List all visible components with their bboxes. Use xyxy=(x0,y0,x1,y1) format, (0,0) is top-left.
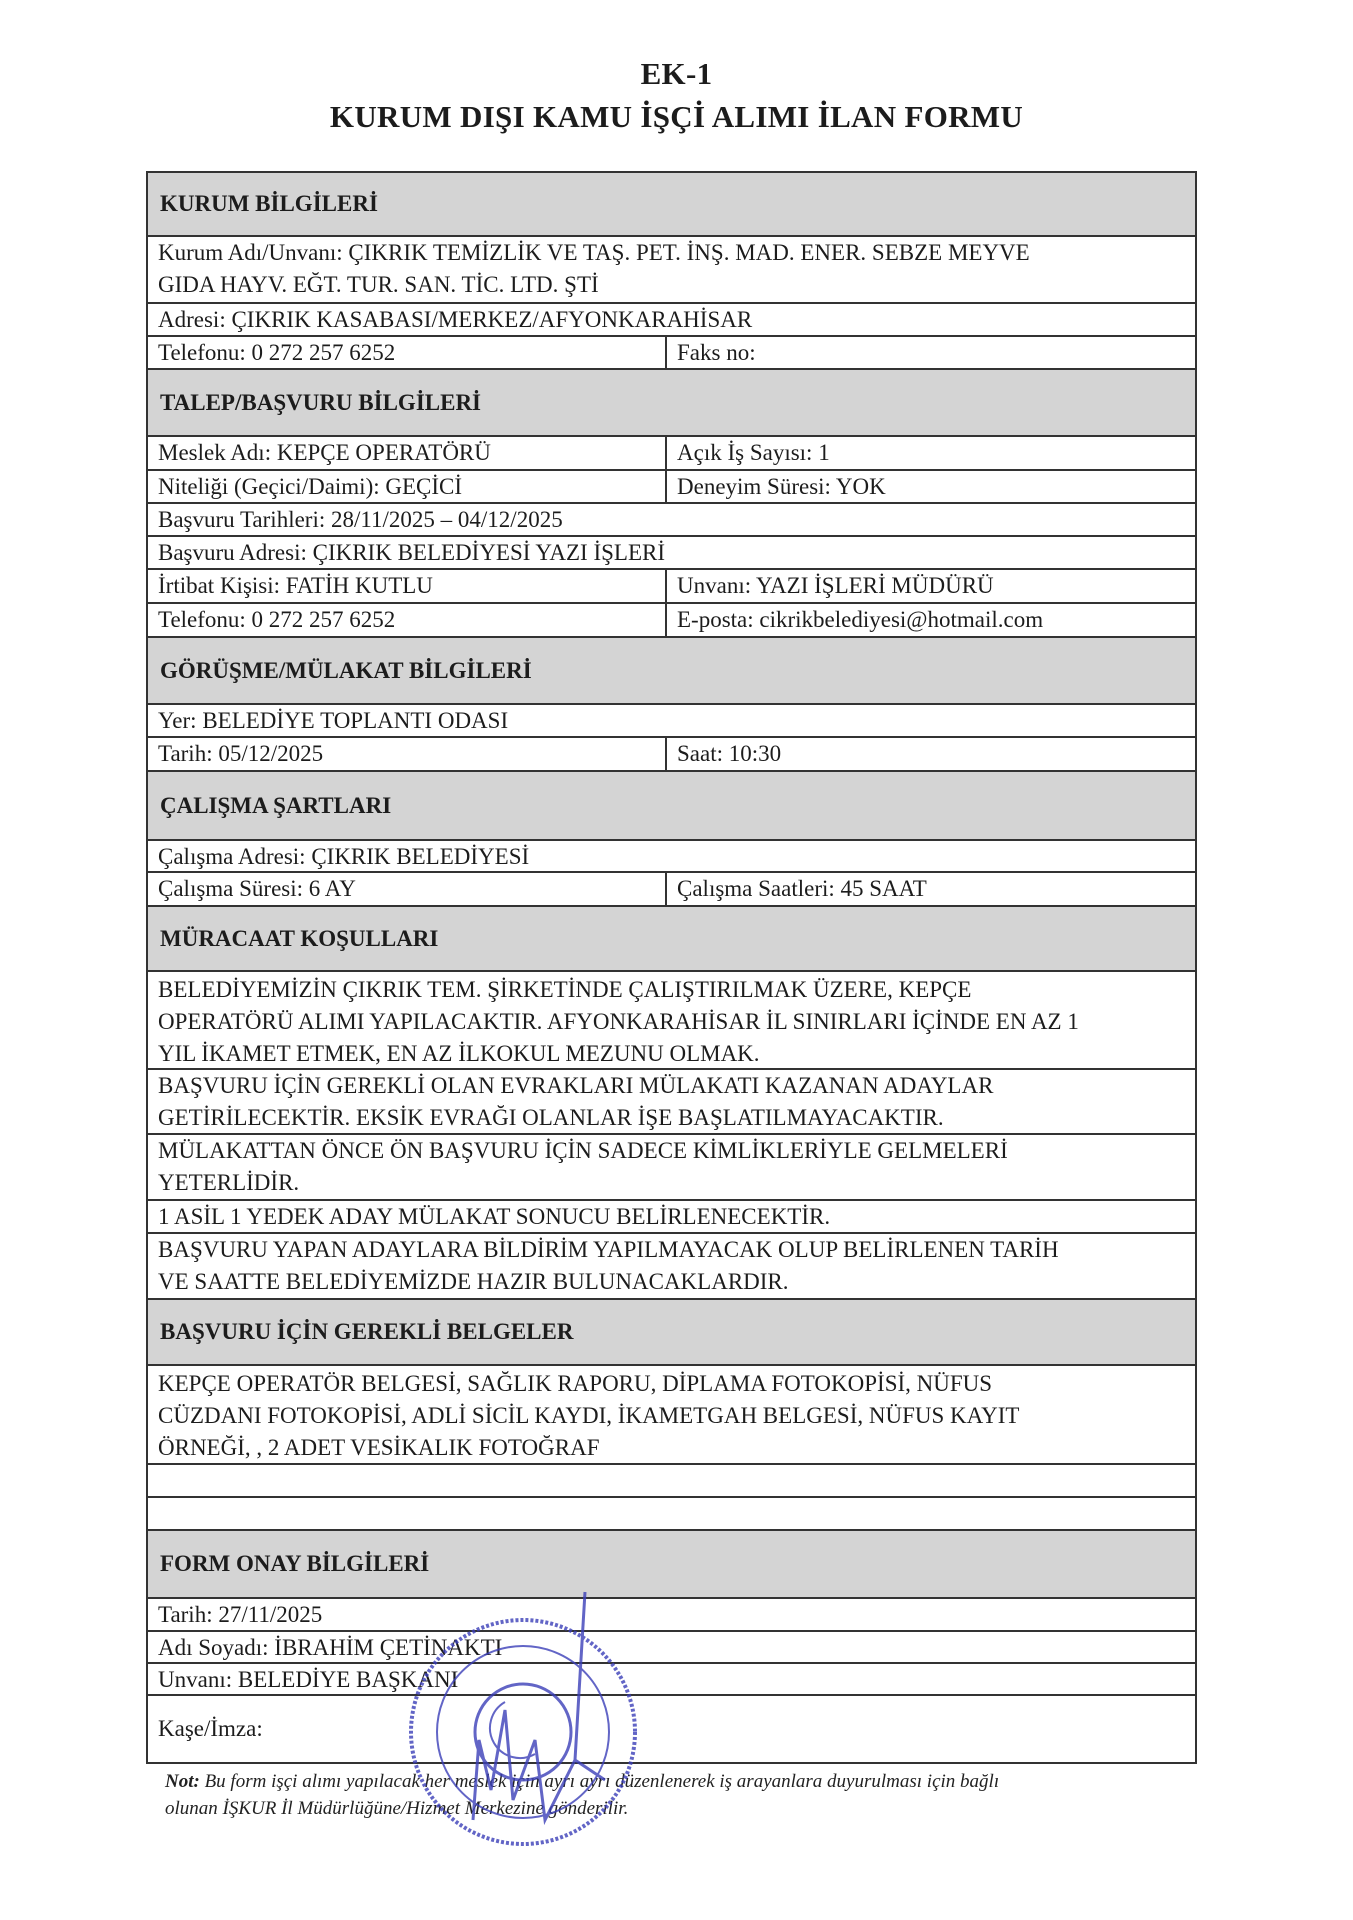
openings: Açık İş Sayısı: 1 xyxy=(677,440,830,465)
form-title: KURUM DIŞI KAMU İŞÇİ ALIMI İLAN FORMU xyxy=(329,99,1024,134)
work-duration: Çalışma Süresi: 6 AY xyxy=(148,873,667,905)
approval-date: Tarih: 27/11/2025 xyxy=(158,1602,323,1627)
condition-item: BELEDİYEMİZİN ÇIKRIK TEM. ŞİRKETİNDE ÇALIŞTIRILMAK ÜZERE, KEPÇE OPERATÖRÜ ALIMI YAPILACAKTIR. AFYONKARAHİSAR İL SINIRLARI İÇİNDE EN AZ 1 YIL İKAMET ETMEK, EN AZ İLKOKUL MEZUNU OLMAK. xyxy=(158,977,1079,1066)
contact-email: E-posta: cikrikbelediyesi@hotmail.com xyxy=(677,607,1044,632)
official-stamp-signature-icon xyxy=(395,1590,655,1850)
contact-person: İrtibat Kişisi: FATİH KUTLU xyxy=(148,570,667,602)
required-documents: KEPÇE OPERATÖR BELGESİ, SAĞLIK RAPORU, DİPLAMA FOTOKOPİSİ, NÜFUS CÜZDANI FOTOKOPİSİ, ADLİ SİCİL KAYDI, İKAMETGAH BELGESİ, NÜFUS KAYIT ÖRNEĞİ, , 2 ADET VESİKALIK FOTOĞRAF xyxy=(158,1371,1020,1460)
approver-title: Unvanı: BELEDİYE BAŞKANI xyxy=(158,1667,459,1692)
empty-row xyxy=(148,1498,1195,1531)
application-dates: Başvuru Tarihleri: 28/11/2025 – 04/12/2025 xyxy=(158,507,563,532)
contact-phone: Telefonu: 0 272 257 6252 xyxy=(148,604,667,636)
interview-date: Tarih: 05/12/2025 xyxy=(148,738,667,770)
note-text: Bu form işçi alımı yapılacak her meslek için ayrı ayrı düzenlenerek iş arayanlara duyurulması için bağlı xyxy=(199,1771,1000,1792)
section-belgeler-heading: BAŞVURU İÇİN GEREKLİ BELGELER xyxy=(148,1300,1195,1366)
section-onay-heading: FORM ONAY BİLGİLERİ xyxy=(148,1531,1195,1599)
work-address: Çalışma Adresi: ÇIKRIK BELEDİYESİ xyxy=(158,844,530,869)
work-hours: Çalışma Saatleri: 45 SAAT xyxy=(677,876,927,901)
condition-item: BAŞVURU YAPAN ADAYLARA BİLDİRİM YAPILMAYACAK OLUP BELİRLENEN TARİH VE SAATTE BELEDİYEMİZDE HAZIR BULUNACAKLARDIR. xyxy=(158,1237,1059,1294)
kurum-address: Adresi: ÇIKRIK KASABASI/MERKEZ/AFYONKARAHİSAR xyxy=(158,307,753,332)
section-talep-heading: TALEP/BAŞVURU BİLGİLERİ xyxy=(148,370,1195,437)
application-address: Başvuru Adresi: ÇIKRIK BELEDİYESİ YAZI İŞLERİ xyxy=(158,540,666,565)
kurum-fax: Faks no: xyxy=(677,340,756,365)
occupation: Meslek Adı: KEPÇE OPERATÖRÜ xyxy=(148,437,667,469)
form-table xyxy=(146,171,1197,1764)
kurum-name-row xyxy=(148,237,1195,304)
section-calisma-heading: ÇALIŞMA ŞARTLARI xyxy=(148,772,1195,841)
condition-item: BAŞVURU İÇİN GEREKLİ OLAN EVRAKLARI MÜLAKATI KAZANAN ADAYLAR GETİRİLECEKTİR. EKSİK EVRAĞI OLANLAR İŞE BAŞLATILMAYACAKTIR. xyxy=(158,1073,994,1130)
section-kurum-heading: KURUM BİLGİLERİ xyxy=(148,173,1195,237)
approver-name: Adı Soyadı: İBRAHİM ÇETİNAKTI xyxy=(158,1635,503,1660)
section-muracaat-heading: MÜRACAAT KOŞULLARI xyxy=(148,907,1195,972)
job-nature: Niteliği (Geçici/Daimi): GEÇİCİ xyxy=(148,471,667,502)
kurum-name: Kurum Adı/Unvanı: ÇIKRIK TEMİZLİK VE TAŞ. PET. İNŞ. MAD. ENER. SEBZE MEYVE GIDA HAYV. EĞT. TUR. SAN. TİC. LTD. ŞTİ xyxy=(158,240,1030,297)
interview-place: Yer: BELEDİYE TOPLANTI ODASI xyxy=(158,708,509,733)
contact-title: Unvanı: YAZI İŞLERİ MÜDÜRÜ xyxy=(677,573,994,598)
experience: Deneyim Süresi: YOK xyxy=(677,474,886,499)
note-label: Not: xyxy=(165,1771,200,1792)
note-text-2: olunan İŞKUR İl Müdürlüğüne/Hizmet Merkezine gönderilir. xyxy=(165,1798,629,1819)
condition-item: 1 ASİL 1 YEDEK ADAY MÜLAKAT SONUCU BELİRLENECEKTİR. xyxy=(158,1204,831,1229)
condition-item: MÜLAKATTAN ÖNCE ÖN BAŞVURU İÇİN SADECE KİMLİKLERİYLE GELMELERİ YETERLİDİR. xyxy=(158,1138,1008,1195)
kurum-phone: Telefonu: 0 272 257 6252 xyxy=(148,337,667,368)
section-mulakat-heading: GÖRÜŞME/MÜLAKAT BİLGİLERİ xyxy=(148,638,1195,705)
seal-signature-label: Kaşe/İmza: xyxy=(158,1716,263,1741)
interview-time: Saat: 10:30 xyxy=(677,741,782,766)
empty-row xyxy=(148,1465,1195,1498)
annex-label: EK-1 xyxy=(640,56,713,91)
